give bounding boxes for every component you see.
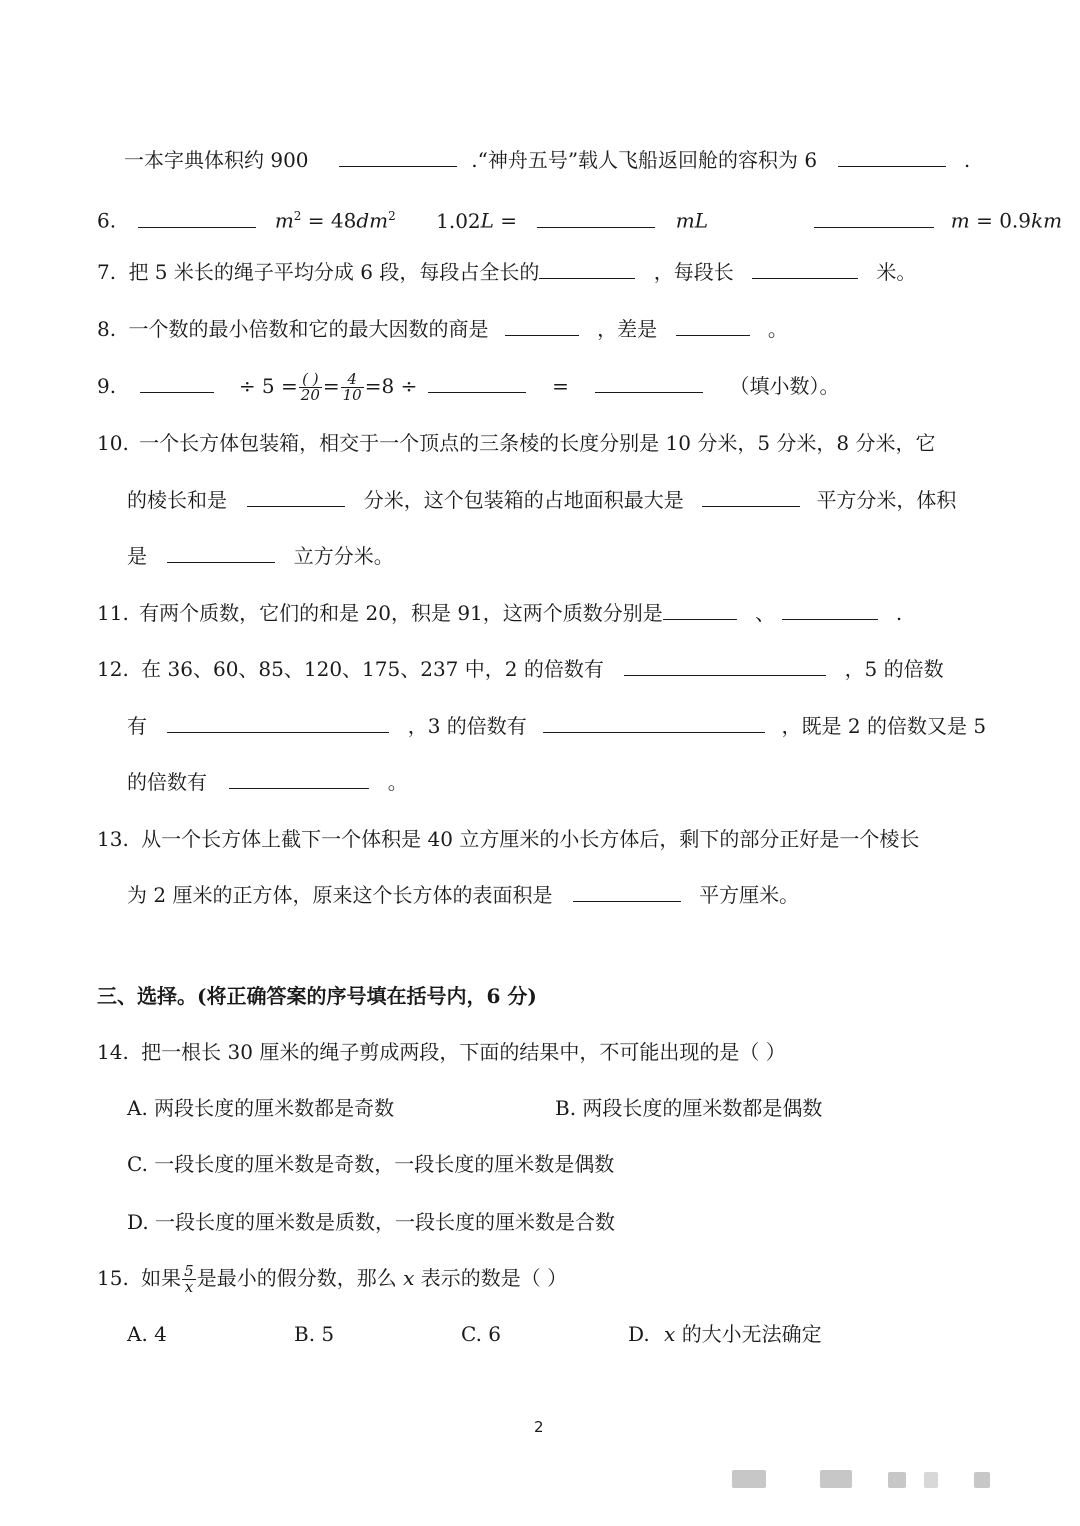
- q10-line3-a: 是: [127, 544, 147, 568]
- question-10-line-3: [127, 542, 394, 570]
- superscript: 2: [388, 209, 396, 223]
- question-number: 15.: [97, 1266, 129, 1290]
- q8-text-a: 一个数的最小倍数和它的最大因数的商是: [128, 317, 489, 341]
- fraction-blank-over-20: [299, 372, 322, 403]
- question-11: [97, 599, 902, 627]
- watermark-block: [924, 1472, 938, 1488]
- q12-line2-b: ，3 的倍数有: [407, 714, 527, 738]
- answer-blank[interactable]: [814, 207, 934, 228]
- equals: =: [552, 374, 569, 398]
- watermark-block: [888, 1472, 906, 1488]
- question-number: 6.: [97, 208, 117, 233]
- answer-blank[interactable]: [573, 881, 681, 902]
- q10-line3-b: 立方分米。: [293, 544, 394, 568]
- question-number: 8.: [97, 317, 117, 341]
- q10-line1: 一个长方体包装箱，相交于一个顶点的三条棱的长度分别是 10 分米，5 分米，8 分米，它: [139, 431, 936, 455]
- q15-option-d[interactable]: [628, 1320, 822, 1348]
- q7-text-b: ，每段长: [653, 260, 734, 284]
- q7-text-c: 米。: [876, 260, 917, 284]
- answer-blank[interactable]: [838, 146, 946, 167]
- q15-option-b[interactable]: B. 5: [294, 1322, 335, 1346]
- equals: = 0.9: [969, 208, 1031, 233]
- q12-line2-c: ，既是 2 的倍数又是 5: [781, 714, 987, 738]
- question-number: 12.: [97, 657, 129, 681]
- question-number: 7.: [97, 260, 117, 284]
- answer-blank[interactable]: [543, 712, 765, 733]
- question-number: 10.: [97, 431, 129, 455]
- q9-hint: （填小数）。: [729, 374, 840, 398]
- superscript: 2: [293, 209, 302, 223]
- q11-text: 有两个质数，它们的和是 20，积是 91，这两个质数分别是: [139, 601, 663, 625]
- q15-option-c[interactable]: C. 6: [461, 1322, 502, 1346]
- watermark-block: [820, 1470, 852, 1488]
- question-5-line: [124, 146, 970, 174]
- page-number: 2: [534, 1418, 544, 1436]
- equals: = 48: [301, 208, 357, 233]
- answer-blank[interactable]: [537, 207, 655, 228]
- q7-text-a: 把 5 米长的绳子平均分成 6 段，每段占全长的: [128, 260, 540, 284]
- answer-blank[interactable]: [676, 315, 750, 336]
- question-10-line-2: [127, 486, 956, 514]
- q12-line3-b: 。: [387, 770, 408, 794]
- equals: =: [493, 208, 518, 233]
- answer-blank[interactable]: [247, 486, 345, 507]
- fraction-numerator: 5: [184, 1262, 194, 1280]
- unit-L: L: [480, 208, 494, 233]
- fraction-denominator: 20: [300, 386, 320, 404]
- question-12-line-3: [127, 768, 408, 796]
- question-13-line-1: [97, 825, 919, 853]
- q5-text-b: .“神舟五号”载人飞船返回舱的容积为 6: [471, 148, 818, 172]
- answer-blank[interactable]: [167, 542, 275, 563]
- question-12-line-2: [127, 712, 986, 740]
- q14-option-b[interactable]: B. 两段长度的厘米数都是偶数: [555, 1096, 823, 1120]
- question-10-line-1: [97, 429, 936, 457]
- question-number: 9.: [97, 374, 117, 398]
- unit-m: m: [274, 208, 294, 233]
- fraction-4-over-10: [341, 372, 364, 403]
- q10-line2-c: 平方分米，体积: [816, 488, 957, 512]
- fraction-numerator[interactable]: ( ): [299, 372, 322, 388]
- question-9: [97, 372, 840, 403]
- unit-km: km: [1031, 208, 1063, 233]
- question-12-line-1: [97, 655, 944, 683]
- q12-line3-a: 的倍数有: [127, 770, 207, 794]
- q11-sep: 、: [755, 601, 776, 625]
- question-14: [97, 1038, 786, 1066]
- unit-dm: dm: [356, 208, 389, 233]
- fraction-5-over-x: [182, 1264, 196, 1295]
- answer-blank[interactable]: [339, 146, 457, 167]
- divide-by-5: ÷ 5 =: [238, 374, 298, 398]
- question-number: 11.: [97, 601, 129, 625]
- q12-line1-a: 在 36、60、85、120、175、237 中，2 的倍数有: [141, 657, 604, 681]
- answer-blank[interactable]: [539, 258, 635, 279]
- answer-blank[interactable]: [505, 315, 579, 336]
- fraction-denominator: x: [184, 1278, 194, 1296]
- answer-blank[interactable]: [702, 486, 800, 507]
- answer-blank[interactable]: [782, 599, 878, 620]
- variable-x: x: [403, 1266, 415, 1290]
- watermark-block: [974, 1472, 990, 1488]
- answer-blank[interactable]: [140, 372, 214, 393]
- unit-m: m: [950, 208, 970, 233]
- q15-stem-b: 是最小的假分数，那么: [196, 1266, 397, 1290]
- question-6: [97, 202, 1062, 235]
- q5-text-a: 一本字典体积约 900: [124, 148, 309, 172]
- question-15: [97, 1264, 567, 1295]
- q15-option-d-text: 的大小无法确定: [681, 1322, 822, 1346]
- q14-stem: 把一根长 30 厘米的绳子剪成两段，下面的结果中，不可能出现的是（ ）: [141, 1040, 786, 1064]
- q15-stem-c: 表示的数是（ ）: [420, 1266, 568, 1290]
- answer-blank[interactable]: [752, 258, 858, 279]
- question-7: [97, 258, 916, 286]
- q12-line1-b: ，5 的倍数: [844, 657, 944, 681]
- answer-blank[interactable]: [167, 712, 389, 733]
- q8-text-b: ，差是: [597, 317, 658, 341]
- fraction-numerator: 4: [341, 372, 364, 388]
- q13-line2-a: 为 2 厘米的正方体，原来这个长方体的表面积是: [127, 883, 553, 907]
- value-1-02: 1.02: [436, 208, 481, 233]
- q12-line2-a: 有: [127, 714, 147, 738]
- q8-text-c: 。: [767, 317, 788, 341]
- q14-option-d[interactable]: D. 一段长度的厘米数是质数，一段长度的厘米数是合数: [127, 1210, 616, 1234]
- q15-option-a[interactable]: A. 4: [127, 1322, 167, 1346]
- answer-blank[interactable]: [138, 207, 256, 228]
- question-number: 13.: [97, 827, 129, 851]
- q15-stem-a: 如果: [141, 1266, 182, 1290]
- q10-line2-b: 分米，这个包装箱的占地面积最大是: [363, 488, 684, 512]
- fraction-denominator: 10: [342, 386, 362, 404]
- answer-blank[interactable]: [595, 372, 703, 393]
- unit-mL: mL: [675, 208, 709, 233]
- q13-line1: 从一个长方体上截下一个体积是 40 立方厘米的小长方体后，剩下的部分正好是一个棱长: [141, 827, 920, 851]
- answer-blank[interactable]: [428, 372, 526, 393]
- question-13-line-2: [127, 881, 799, 909]
- question-number: 14.: [97, 1040, 129, 1064]
- q11-end: .: [895, 601, 903, 625]
- q14-option-a[interactable]: A. 两段长度的厘米数都是奇数: [127, 1096, 395, 1120]
- q15-option-d-label: D.: [628, 1322, 650, 1346]
- q14-option-c[interactable]: C. 一段长度的厘米数是奇数，一段长度的厘米数是偶数: [127, 1152, 615, 1176]
- answer-blank[interactable]: [229, 768, 369, 789]
- equals: =: [322, 374, 340, 398]
- answer-blank[interactable]: [663, 599, 737, 620]
- watermark-block: [732, 1470, 766, 1488]
- section-3-heading: 三、选择。(将正确答案的序号填在括号内，6 分): [97, 984, 537, 1008]
- variable-x: x: [664, 1322, 676, 1346]
- equals-8-divide: =8 ÷: [364, 374, 418, 398]
- question-8: [97, 315, 788, 343]
- answer-blank[interactable]: [624, 655, 826, 676]
- q10-line2-a: 的棱长和是: [127, 488, 227, 512]
- q13-line2-b: 平方厘米。: [699, 883, 800, 907]
- q5-end: .: [963, 148, 971, 172]
